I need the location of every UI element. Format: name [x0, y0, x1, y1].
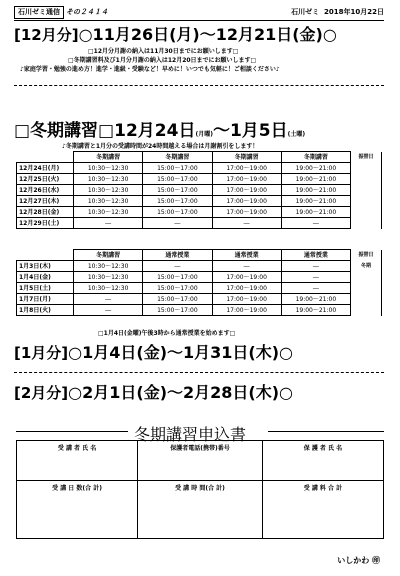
- time-cell: 10:30～12:30: [74, 207, 143, 218]
- section-divider: [14, 372, 384, 373]
- newsletter-badge: 石川ゼミ通信: [14, 6, 64, 19]
- section-divider: [14, 85, 384, 86]
- winter-schedule-dec: [16, 151, 382, 229]
- time-cell: ―: [281, 218, 350, 229]
- time-cell: 10:30～12:30: [74, 174, 143, 185]
- time-cell: 19:00～21:00: [281, 185, 350, 196]
- winter-period: [14, 116, 305, 141]
- table-row: [17, 283, 382, 294]
- side-label: 振替日: [351, 152, 382, 163]
- side-label: 振替日: [351, 250, 382, 261]
- time-cell: 19:00～21:00: [281, 163, 350, 174]
- time-cell: ―: [281, 261, 350, 272]
- signature: いしかわ ㊞: [337, 556, 380, 565]
- time-cell: 15:00～17:00: [143, 174, 212, 185]
- table-row: [17, 163, 382, 174]
- time-cell: 17:00～19:00: [212, 305, 281, 316]
- winter-tilde: ～: [212, 121, 230, 141]
- total-days-field[interactable]: 受 講 日 数(合 計): [17, 481, 138, 539]
- row-date: 1月3日(木): [17, 261, 74, 272]
- time-cell: ―: [281, 283, 350, 294]
- time-cell: 10:30～12:30: [74, 163, 143, 174]
- winter-end: 1月5日: [229, 121, 288, 141]
- time-cell: 17:00～19:00: [212, 174, 281, 185]
- time-cell: ―: [212, 218, 281, 229]
- time-cell: 15:00～17:00: [143, 305, 212, 316]
- header-rule: [14, 20, 384, 21]
- time-cell: ―: [212, 261, 281, 272]
- table-row: [17, 196, 382, 207]
- total-hours-field[interactable]: 受 講 時 間(合 計): [138, 481, 263, 539]
- side-value: 冬期: [351, 261, 382, 272]
- total-fee-field[interactable]: 受 講 料 合 計: [262, 481, 383, 539]
- dec-note-2: □冬期講習料及び1月分月謝の納入は12月20日までにお願いします□: [68, 57, 257, 64]
- guardian-name-field[interactable]: 保 護 者 氏 名: [262, 441, 383, 481]
- time-cell: 19:00～21:00: [281, 207, 350, 218]
- row-date: 1月7日(月): [17, 294, 74, 305]
- time-cell: 19:00～21:00: [281, 294, 350, 305]
- issue-number: その２４１４: [66, 8, 108, 16]
- table-row: [17, 305, 382, 316]
- dec-range: ○11月26日(月)～12月21日(金)○: [78, 25, 337, 44]
- student-name-field[interactable]: 受 講 者 氏 名: [17, 441, 138, 481]
- row-date: 12月28日(金): [17, 207, 74, 218]
- dec-bracket: [12月分]: [14, 26, 79, 44]
- table-row: [17, 185, 382, 196]
- winter-title: □冬期講習□: [14, 121, 115, 141]
- jan-period: [14, 340, 293, 363]
- col-header: 冬期講習: [281, 152, 350, 163]
- table-row: [17, 261, 382, 272]
- row-date: 1月5日(土): [17, 283, 74, 294]
- row-date: 12月29日(土): [17, 218, 74, 229]
- col-header: 冬期講習: [143, 152, 212, 163]
- time-cell: ―: [74, 218, 143, 229]
- time-cell: 17:00～19:00: [212, 185, 281, 196]
- feb-range: ○2月1日(金)～2月28日(木)○: [68, 383, 293, 402]
- col-header: 通常授業: [212, 250, 281, 261]
- time-cell: 15:00～17:00: [143, 185, 212, 196]
- time-cell: 19:00～21:00: [281, 305, 350, 316]
- time-cell: 15:00～17:00: [143, 207, 212, 218]
- table-row: [17, 218, 382, 229]
- time-cell: 17:00～19:00: [212, 163, 281, 174]
- time-cell: 15:00～17:00: [143, 163, 212, 174]
- header-org-date: [291, 7, 384, 17]
- winter-start-day: (月曜): [195, 131, 213, 138]
- dec-note-1: □12月分月謝の納入は11月30日までにお願いします□: [88, 48, 239, 55]
- time-cell: 15:00～17:00: [143, 294, 212, 305]
- winter-note: ♪冬期講習と1月分の受講時間が24時間越える場合は月謝割引をします！: [62, 143, 259, 150]
- row-date: 12月24日(月): [17, 163, 74, 174]
- org-name: 石川ゼミ: [291, 8, 320, 16]
- time-cell: 15:00～17:00: [143, 272, 212, 283]
- form-title: 冬期講習申込書: [134, 425, 247, 444]
- time-cell: 10:30～12:30: [74, 196, 143, 207]
- jan-range: ○1月4日(金)～1月31日(木)○: [68, 343, 293, 362]
- col-header: 冬期講習: [212, 152, 281, 163]
- time-cell: ―: [143, 218, 212, 229]
- col-header: 通常授業: [281, 250, 350, 261]
- time-cell: 15:00～17:00: [143, 196, 212, 207]
- feb-period: [14, 380, 293, 403]
- table-row: [17, 174, 382, 185]
- feb-bracket: [2月分]: [14, 384, 69, 402]
- row-date: 12月27日(木): [17, 196, 74, 207]
- winter-start: 12月24日: [114, 121, 196, 141]
- title-rule-right: [268, 431, 384, 432]
- after-note: □1月4日(金曜)午後3時から通常授業を始めます□: [98, 330, 236, 337]
- time-cell: ―: [74, 305, 143, 316]
- time-cell: ―: [281, 272, 350, 283]
- row-date: 1月4日(金): [17, 272, 74, 283]
- winter-end-day: (土曜): [287, 131, 306, 138]
- time-cell: ―: [143, 261, 212, 272]
- row-date: 12月26日(水): [17, 185, 74, 196]
- time-cell: 17:00～19:00: [212, 294, 281, 305]
- time-cell: 10:30～12:30: [74, 261, 143, 272]
- time-cell: 15:00～17:00: [143, 283, 212, 294]
- dec-period: [14, 22, 337, 45]
- col-header: 冬期講習: [74, 152, 143, 163]
- time-cell: 17:00～19:00: [212, 196, 281, 207]
- time-cell: 17:00～19:00: [212, 272, 281, 283]
- row-date: 1月8日(火): [17, 305, 74, 316]
- time-cell: 19:00～21:00: [281, 174, 350, 185]
- col-header: 通常授業: [143, 250, 212, 261]
- dec-note-3: ♪家庭学習・勉強の進め方！進学・進級・受験など！早めに！いつでも気軽に！ご相談ください♪: [20, 66, 280, 73]
- winter-schedule-jan: [16, 249, 382, 316]
- jan-bracket: [1月分]: [14, 344, 69, 362]
- table-row: [17, 207, 382, 218]
- time-cell: 17:00～19:00: [212, 207, 281, 218]
- table-row: [17, 272, 382, 283]
- time-cell: 19:00～21:00: [281, 196, 350, 207]
- time-cell: ―: [74, 294, 143, 305]
- row-date: 12月25日(火): [17, 174, 74, 185]
- time-cell: 10:30～12:30: [74, 283, 143, 294]
- time-cell: 10:30～12:30: [74, 272, 143, 283]
- col-header: 冬期講習: [74, 250, 143, 261]
- time-cell: 17:00～19:00: [212, 283, 281, 294]
- table-row: [17, 294, 382, 305]
- application-form: [16, 440, 384, 539]
- guardian-phone-field[interactable]: 保護者電話(携帯)番号: [138, 441, 263, 481]
- time-cell: 10:30～12:30: [74, 185, 143, 196]
- issue-date: 2018年10月22日: [324, 8, 384, 16]
- title-rule-left: [16, 431, 128, 432]
